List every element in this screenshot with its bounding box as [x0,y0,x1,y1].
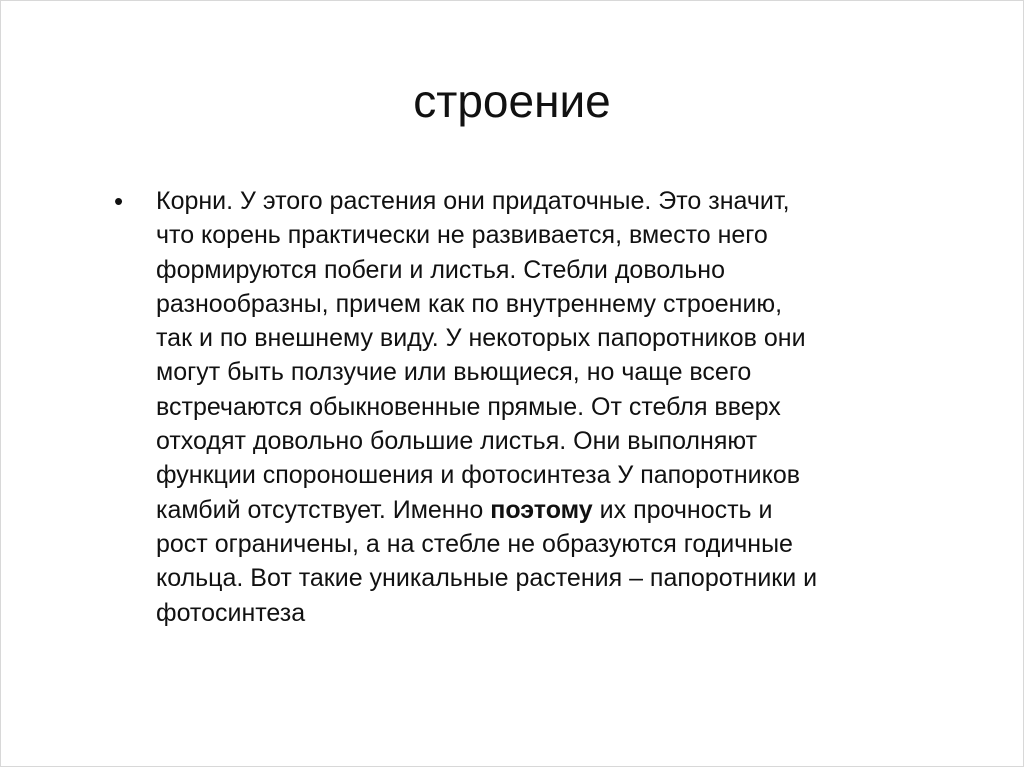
bold-word: поэтому [490,495,593,524]
text-line [156,493,817,527]
text-segment: камбий отсутствует. Именно [156,495,491,524]
text-line: так и по внешнему виду. У некоторых папоротников они [156,324,806,353]
text-line: могут быть ползучие или вьющиеся, но чаще всего [156,358,752,387]
text-line: Корни. У этого растения они придаточные. Это значит, [156,187,790,215]
text-line: фотосинтеза [156,598,306,627]
text-line: рост ограничены, а на стебле не образуются годичные [156,529,793,558]
text-line: разнообразны, причем как по внутреннему строению, [156,289,783,318]
text-segment: их прочность и [592,495,773,524]
text-line: отходят довольно большие листья. Они выполняют [156,427,758,456]
text-line: функции спороношения и фотосинтеза У папоротников [156,461,801,490]
slide-title: строение [413,75,611,127]
bullet-marker: • [114,186,124,216]
text-line: что корень практически не развивается, вместо него [156,221,768,250]
text-line: кольца. Вот такие уникальные растения – папоротники и [156,564,818,593]
text-line: встречаются обыкновенные прямые. От стебля вверх [156,392,781,421]
text-line: формируются побеги и листья. Стебли довольно [156,255,725,284]
bullet-text [156,184,817,630]
